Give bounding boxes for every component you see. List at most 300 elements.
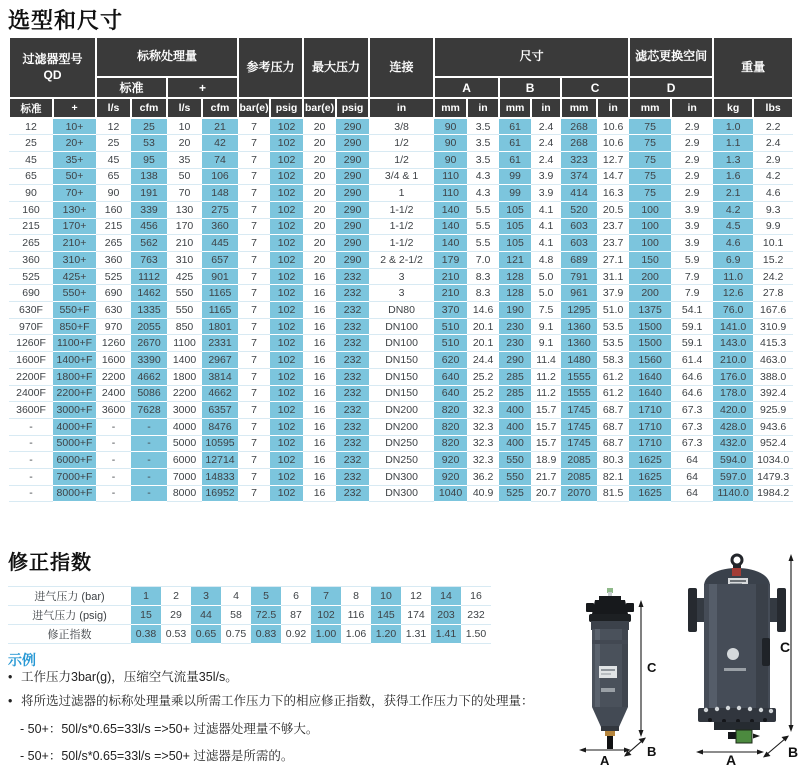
table-cell: 2.1	[713, 185, 753, 202]
table-cell: 400	[499, 402, 531, 419]
table-cell: 4.5	[713, 218, 753, 235]
table-row	[9, 252, 793, 269]
table-cell: 232	[336, 385, 369, 402]
table-cell: 20	[303, 151, 336, 168]
table-cell: DN150	[369, 352, 434, 369]
table-cell: 7	[238, 435, 270, 452]
table-row	[9, 335, 793, 352]
table-cell: 24.2	[753, 268, 793, 285]
correction-cell: 10	[371, 587, 401, 606]
table-cell: 275	[202, 201, 238, 218]
table-cell: 64	[671, 452, 713, 469]
table-cell: 40.9	[467, 485, 499, 502]
table-cell: 102	[270, 151, 303, 168]
table-cell: 215	[96, 218, 131, 235]
table-cell: DN200	[369, 418, 434, 435]
table-cell: 105	[499, 218, 531, 235]
small-filter-label-c: C	[647, 660, 657, 675]
table-cell: 943.6	[753, 418, 793, 435]
table-cell: 20	[303, 185, 336, 202]
table-cell: 7	[238, 302, 270, 319]
table-cell: 594.0	[713, 452, 753, 469]
table-cell: 1600F	[9, 352, 53, 369]
table-row	[9, 468, 793, 485]
table-cell: 90	[434, 118, 467, 135]
table-cell: 102	[270, 418, 303, 435]
table-cell: 7	[238, 285, 270, 302]
table-cell: 456	[131, 218, 167, 235]
table-cell: 7	[238, 201, 270, 218]
correction-cell: 1.31	[401, 625, 431, 644]
table-cell: 16	[303, 402, 336, 419]
correction-cell: 44	[191, 606, 221, 625]
table-cell: 290	[336, 252, 369, 269]
table-cell: 1800	[167, 368, 202, 385]
table-cell: 525	[9, 268, 53, 285]
unit-header-6: bar(e)	[238, 98, 270, 118]
table-cell: 525	[96, 268, 131, 285]
correction-cell: 1.00	[311, 625, 341, 644]
table-cell: 16	[303, 452, 336, 469]
table-cell: 2400F	[9, 385, 53, 402]
table-row	[9, 302, 793, 319]
table-cell: 6357	[202, 402, 238, 419]
table-cell: 4000	[167, 418, 202, 435]
table-row	[9, 168, 793, 185]
table-cell: 3.9	[671, 201, 713, 218]
table-cell: 1165	[202, 302, 238, 319]
table-cell: 102	[270, 435, 303, 452]
table-cell: 7.5	[531, 302, 561, 319]
header-dim-d: D	[629, 77, 713, 98]
table-cell: 2200	[96, 368, 131, 385]
table-cell: 102	[270, 252, 303, 269]
unit-header-9: psig	[336, 98, 369, 118]
table-cell: 9.9	[753, 218, 793, 235]
table-cell: 1640	[629, 385, 671, 402]
table-cell: 232	[336, 302, 369, 319]
table-cell: 176.0	[713, 368, 753, 385]
table-cell: 3.5	[467, 118, 499, 135]
table-cell: 2.9	[671, 135, 713, 152]
table-cell: 160	[96, 201, 131, 218]
correction-cell: 3	[191, 587, 221, 606]
table-cell: 75	[629, 118, 671, 135]
table-cell: 100	[629, 201, 671, 218]
table-cell: 200	[629, 285, 671, 302]
correction-cell: 232	[461, 606, 491, 625]
table-cell: 5.9	[671, 252, 713, 269]
table-cell: 7	[238, 235, 270, 252]
table-cell: 640	[434, 368, 467, 385]
correction-row-label: 修正指数	[8, 625, 131, 644]
table-cell: 102	[270, 402, 303, 419]
table-cell: -	[96, 485, 131, 502]
table-cell: 820	[434, 418, 467, 435]
table-row	[9, 485, 793, 502]
header-capacity-plus: +	[167, 77, 238, 98]
page-title: 选型和尺寸	[8, 8, 124, 33]
table-cell: 2.4	[531, 151, 561, 168]
table-cell: 1710	[629, 418, 671, 435]
table-cell: 65	[96, 168, 131, 185]
table-cell: 31.1	[597, 268, 629, 285]
table-cell: 15.7	[531, 418, 561, 435]
table-cell: 370	[434, 302, 467, 319]
table-cell: 24.4	[467, 352, 499, 369]
unit-header-0: 标准	[9, 98, 53, 118]
table-cell: 1.3	[713, 151, 753, 168]
table-cell: -	[96, 468, 131, 485]
table-cell: 102	[270, 302, 303, 319]
table-cell: 1335	[131, 302, 167, 319]
table-cell: 75	[629, 168, 671, 185]
table-cell: 7	[238, 335, 270, 352]
table-cell: 140	[434, 218, 467, 235]
correction-cell: 174	[401, 606, 431, 625]
table-cell: 140	[434, 235, 467, 252]
table-cell: 102	[270, 285, 303, 302]
table-cell: 230	[499, 318, 531, 335]
table-cell: 388.0	[753, 368, 793, 385]
table-cell: 16	[303, 418, 336, 435]
table-row	[9, 218, 793, 235]
table-cell: 970F	[9, 318, 53, 335]
table-cell: 1710	[629, 402, 671, 419]
table-cell: 102	[270, 335, 303, 352]
table-cell: 232	[336, 402, 369, 419]
table-cell: 102	[270, 185, 303, 202]
table-cell: 4000+F	[53, 418, 96, 435]
table-cell: 3.9	[531, 185, 561, 202]
table-row	[9, 268, 793, 285]
table-cell: 310+	[53, 252, 96, 269]
unit-header-16: in	[597, 98, 629, 118]
table-cell: 290	[499, 352, 531, 369]
correction-cell: 203	[431, 606, 461, 625]
table-cell: 160	[9, 201, 53, 218]
table-cell: 290	[336, 218, 369, 235]
table-cell: 520	[561, 201, 597, 218]
table-cell: 10.6	[597, 135, 629, 152]
table-cell: 3.9	[531, 168, 561, 185]
table-cell: 2.2	[753, 118, 793, 135]
table-cell: 130	[167, 201, 202, 218]
table-cell: 1500	[629, 335, 671, 352]
table-cell: 42	[202, 135, 238, 152]
table-cell: 10.1	[753, 235, 793, 252]
table-cell: 3814	[202, 368, 238, 385]
table-cell: 102	[270, 468, 303, 485]
unit-header-10: in	[369, 98, 434, 118]
table-cell: 210	[434, 285, 467, 302]
table-cell: 290	[336, 185, 369, 202]
table-cell: 75	[629, 135, 671, 152]
table-cell: -	[96, 418, 131, 435]
table-cell: 1800+F	[53, 368, 96, 385]
table-cell: 7000+F	[53, 468, 96, 485]
table-cell: 5.5	[467, 218, 499, 235]
table-cell: 4.6	[713, 235, 753, 252]
table-cell: 68.7	[597, 418, 629, 435]
table-cell: 290	[336, 118, 369, 135]
table-cell: 7	[238, 452, 270, 469]
table-cell: 105	[499, 235, 531, 252]
table-cell: 6000	[167, 452, 202, 469]
table-cell: 232	[336, 352, 369, 369]
table-cell: 952.4	[753, 435, 793, 452]
table-cell: 232	[336, 335, 369, 352]
table-cell: 7	[238, 385, 270, 402]
table-cell: 1.6	[713, 168, 753, 185]
table-cell: -	[131, 468, 167, 485]
table-cell: 265	[9, 235, 53, 252]
unit-header-13: mm	[499, 98, 531, 118]
table-cell: 14833	[202, 468, 238, 485]
table-cell: 310	[167, 252, 202, 269]
table-cell: 16	[303, 485, 336, 502]
table-cell: 25.2	[467, 385, 499, 402]
header-max-pressure: 最大压力	[303, 37, 369, 98]
table-cell: 21	[202, 118, 238, 135]
table-cell: 310.9	[753, 318, 793, 335]
correction-cell: 0.38	[131, 625, 161, 644]
table-cell: 102	[270, 318, 303, 335]
table-cell: 420.0	[713, 402, 753, 419]
table-cell: 1560	[629, 352, 671, 369]
table-cell: 25	[9, 135, 53, 152]
table-cell: 50	[167, 168, 202, 185]
table-cell: 9.3	[753, 201, 793, 218]
table-cell: 3	[369, 285, 434, 302]
table-cell: 4.1	[531, 235, 561, 252]
table-cell: 2.4	[753, 135, 793, 152]
table-cell: 35+	[53, 151, 96, 168]
table-cell: 3390	[131, 352, 167, 369]
table-cell: 689	[561, 252, 597, 269]
table-cell: 102	[270, 168, 303, 185]
table-cell: 3	[369, 268, 434, 285]
table-cell: 7	[238, 352, 270, 369]
table-cell: 1-1/2	[369, 218, 434, 235]
correction-cell: 145	[371, 606, 401, 625]
table-cell: 27.8	[753, 285, 793, 302]
table-row	[9, 385, 793, 402]
table-cell: 128	[499, 285, 531, 302]
table-cell: 1034.0	[753, 452, 793, 469]
table-cell: 820	[434, 435, 467, 452]
table-cell: 2200F	[9, 368, 53, 385]
table-row	[9, 135, 793, 152]
table-cell: 3600F	[9, 402, 53, 419]
table-cell: 7.9	[671, 268, 713, 285]
table-cell: 8.3	[467, 285, 499, 302]
table-cell: 2085	[561, 452, 597, 469]
table-cell: 1-1/2	[369, 235, 434, 252]
table-cell: 2.9	[753, 151, 793, 168]
table-cell: 414	[561, 185, 597, 202]
table-cell: 550	[167, 302, 202, 319]
table-cell: 2670	[131, 335, 167, 352]
table-cell: 7	[238, 135, 270, 152]
table-cell: 27.1	[597, 252, 629, 269]
table-cell: 61	[499, 118, 531, 135]
unit-header-18: in	[671, 98, 713, 118]
table-cell: DN150	[369, 385, 434, 402]
table-cell: 360	[202, 218, 238, 235]
correction-cell: 58	[221, 606, 251, 625]
table-cell: 7	[238, 368, 270, 385]
table-cell: 5086	[131, 385, 167, 402]
table-cell: 920	[434, 452, 467, 469]
table-cell: 1100	[167, 335, 202, 352]
table-cell: 232	[336, 368, 369, 385]
table-cell: 12	[96, 118, 131, 135]
table-row	[9, 435, 793, 452]
small-filter-label-b: B	[647, 744, 657, 759]
table-cell: 25.2	[467, 368, 499, 385]
table-cell: 99	[499, 168, 531, 185]
table-cell: 11.4	[531, 352, 561, 369]
table-cell: 7628	[131, 402, 167, 419]
table-cell: 630	[96, 302, 131, 319]
table-cell: 2.9	[671, 185, 713, 202]
table-cell: 7	[238, 118, 270, 135]
table-cell: 8.3	[467, 268, 499, 285]
table-cell: 562	[131, 235, 167, 252]
table-cell: 265	[96, 235, 131, 252]
table-cell: 215	[9, 218, 53, 235]
table-cell: 1555	[561, 385, 597, 402]
table-cell: 210	[167, 235, 202, 252]
table-cell: 360	[9, 252, 53, 269]
table-cell: 10+	[53, 118, 96, 135]
table-cell: 16	[303, 318, 336, 335]
correction-cell: 15	[131, 606, 161, 625]
table-cell: 121	[499, 252, 531, 269]
table-cell: 7	[238, 485, 270, 502]
correction-title: 修正指数	[8, 552, 92, 574]
table-cell: 32.3	[467, 402, 499, 419]
table-cell: 1710	[629, 435, 671, 452]
table-cell: 2 & 2-1/2	[369, 252, 434, 269]
table-cell: 925.9	[753, 402, 793, 419]
table-cell: 210+	[53, 235, 96, 252]
table-cell: 36.2	[467, 468, 499, 485]
table-cell: 16	[303, 302, 336, 319]
table-cell: 53	[131, 135, 167, 152]
table-cell: 850	[167, 318, 202, 335]
units-row	[9, 98, 793, 118]
table-cell: 16	[303, 268, 336, 285]
table-cell: 20.7	[531, 485, 561, 502]
unit-header-5: cfm	[202, 98, 238, 118]
table-cell: 323	[561, 151, 597, 168]
table-cell: 3.9	[671, 218, 713, 235]
correction-cell: 0.83	[251, 625, 281, 644]
unit-header-8: bar(e)	[303, 98, 336, 118]
table-cell: 95	[131, 151, 167, 168]
table-cell: 7	[238, 318, 270, 335]
table-cell: 1140.0	[713, 485, 753, 502]
table-cell: 6.9	[713, 252, 753, 269]
table-cell: -	[9, 485, 53, 502]
table-cell: 61.2	[597, 385, 629, 402]
table-cell: 4662	[202, 385, 238, 402]
correction-cell: 0.65	[191, 625, 221, 644]
table-cell: 140	[434, 201, 467, 218]
example-sub-line: - 50+：50l/s*0.65=33l/s =>50+ 过滤器处理量不够大。	[20, 721, 319, 736]
unit-header-14: in	[531, 98, 561, 118]
table-cell: 210	[434, 268, 467, 285]
table-cell: 550+	[53, 285, 96, 302]
correction-cell: 12	[401, 587, 431, 606]
table-cell: 2331	[202, 335, 238, 352]
table-cell: 37.9	[597, 285, 629, 302]
example-sub-line: - 50+：50l/s*0.65=33l/s =>50+ 过滤器是所需的。	[20, 748, 294, 763]
table-cell: 102	[270, 235, 303, 252]
table-cell: 74	[202, 151, 238, 168]
table-cell: 1100+F	[53, 335, 96, 352]
table-cell: 23.7	[597, 235, 629, 252]
table-cell: 603	[561, 235, 597, 252]
table-cell: 640	[434, 385, 467, 402]
selection-table-body	[9, 118, 793, 502]
table-row	[9, 151, 793, 168]
table-cell: 102	[270, 452, 303, 469]
table-cell: 525	[499, 485, 531, 502]
table-cell: 130+	[53, 201, 96, 218]
table-cell: 12.7	[597, 151, 629, 168]
table-cell: 3.5	[467, 151, 499, 168]
table-cell: 4.3	[467, 185, 499, 202]
large-filter-label-a: A	[726, 752, 737, 766]
table-cell: 7	[238, 468, 270, 485]
table-cell: 8000	[167, 485, 202, 502]
table-cell: 170	[167, 218, 202, 235]
table-cell: 690	[96, 285, 131, 302]
correction-table-body	[8, 587, 491, 644]
unit-header-7: psig	[270, 98, 303, 118]
table-cell: 7	[238, 268, 270, 285]
table-cell: 53.5	[597, 335, 629, 352]
table-cell: -	[131, 485, 167, 502]
table-cell: 7000	[167, 468, 202, 485]
table-cell: 67.3	[671, 435, 713, 452]
table-cell: 20	[303, 118, 336, 135]
table-cell: 102	[270, 368, 303, 385]
table-cell: 167.6	[753, 302, 793, 319]
table-cell: 4.3	[467, 168, 499, 185]
table-cell: 102	[270, 485, 303, 502]
correction-cell: 4	[221, 587, 251, 606]
table-cell: 232	[336, 452, 369, 469]
table-cell: 1555	[561, 368, 597, 385]
correction-cell: 1.20	[371, 625, 401, 644]
table-cell: 232	[336, 468, 369, 485]
table-cell: 128	[499, 268, 531, 285]
table-cell: 11.0	[713, 268, 753, 285]
table-cell: 16.3	[597, 185, 629, 202]
table-cell: 21.7	[531, 468, 561, 485]
correction-cell: 7	[311, 587, 341, 606]
table-cell: 5.0	[531, 268, 561, 285]
table-cell: 138	[131, 168, 167, 185]
correction-row-label: 进气压力 (bar)	[8, 587, 131, 606]
table-cell: 445	[202, 235, 238, 252]
table-cell: 550	[167, 285, 202, 302]
table-cell: 850+F	[53, 318, 96, 335]
